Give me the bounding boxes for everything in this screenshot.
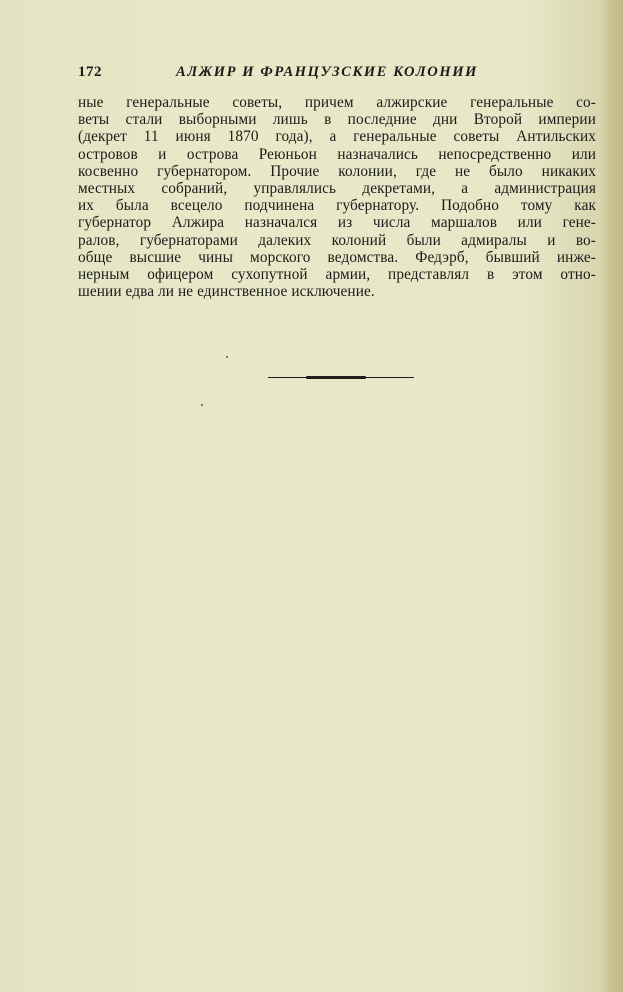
text-line: их была всецело подчинена губернатору. Подобно тому как	[78, 197, 596, 215]
print-speck	[201, 404, 203, 406]
text-line: обще высшие чины морского ведомства. Федэрб, бывший инже-	[78, 248, 596, 266]
text-line: косвенно губернатором. Прочие колонии, где не было никаких	[78, 162, 596, 180]
text-line: местных собраний, управлялись декретами, а администрация	[78, 180, 596, 198]
rule-thick-center	[306, 376, 366, 379]
text-line: нерным офицером сухопутной армии, представлял в этом отно-	[78, 266, 596, 284]
text-line: островов и острова Реюньон назначались непосредственно или	[78, 145, 596, 163]
body-paragraph	[78, 94, 596, 300]
text-line: ралов, губернаторами далеких колоний были адмиралы и во-	[78, 231, 596, 249]
text-line: шении едва ли не единственное исключение.	[78, 283, 375, 301]
text-line: (декрет 11 июня 1870 года), а генеральные советы Антильских	[78, 128, 596, 146]
text-line: веты стали выборными лишь в последние дни Второй империи	[78, 111, 596, 129]
page-number: 172	[78, 64, 102, 80]
running-title: АЛЖИР И ФРАНЦУЗСКИЕ КОЛОНИИ	[176, 64, 478, 80]
section-end-rule	[268, 376, 414, 379]
text-line: ные генеральные советы, причем алжирские генеральные со-	[78, 94, 596, 111]
text-line: губернатор Алжира назначался из числа маршалов или гене-	[78, 214, 596, 232]
page-edge-shadow	[599, 0, 623, 992]
page-header	[78, 64, 598, 86]
print-speck	[226, 356, 228, 358]
